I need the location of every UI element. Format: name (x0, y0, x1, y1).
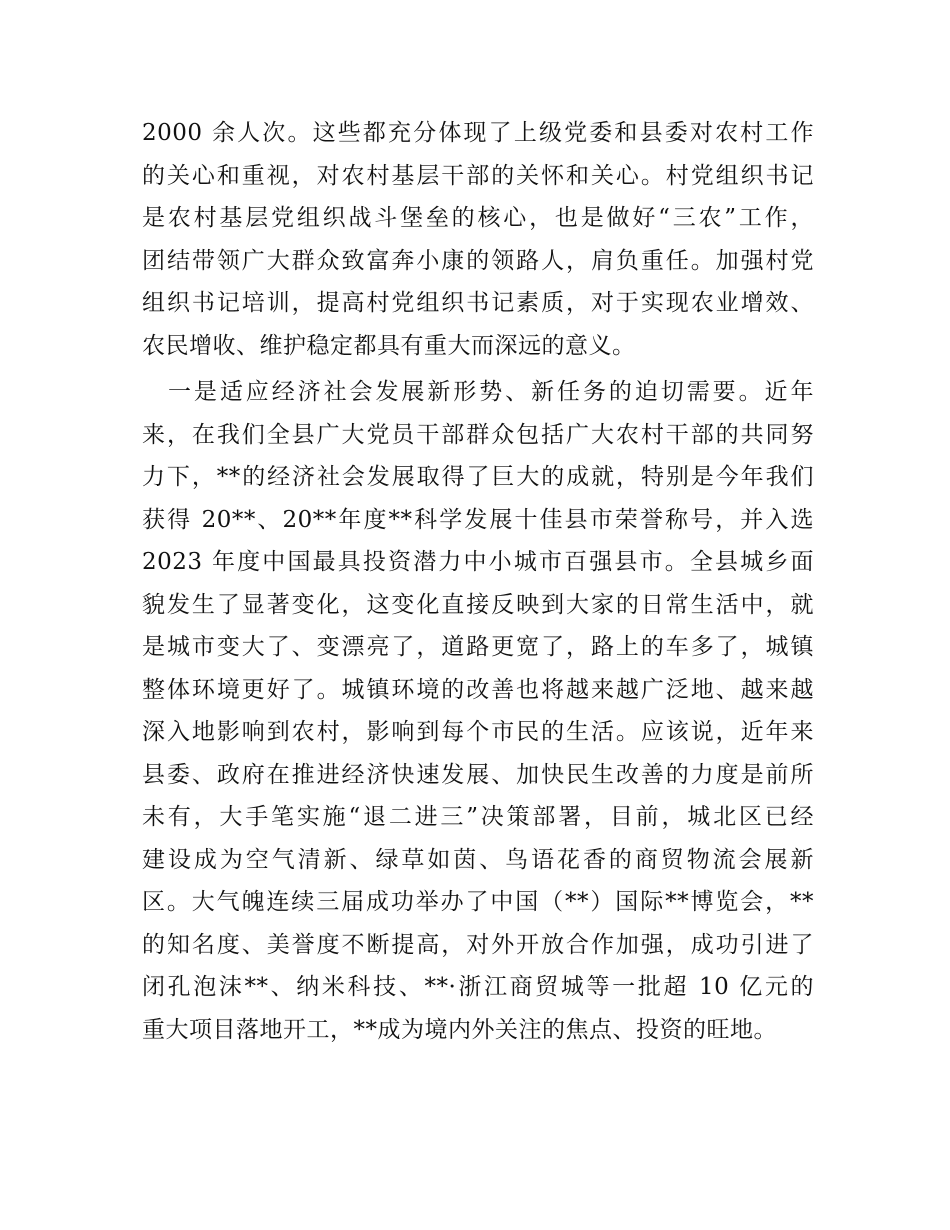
text-line: 区。大气魄连续三届成功举办了中国（**）国际**博览会，** (142, 889, 814, 915)
text-line: 2023 年度中国最具投资潜力中小城市百强县市。全县城乡面 (142, 549, 814, 575)
text-line: 团结带领广大群众致富奔小康的领路人，肩负重任。加强村党 (142, 247, 814, 274)
text-line: 的知名度、美誉度不断提高，对外开放合作加强，成功引进了 (142, 931, 814, 958)
text-line: 重大项目落地开工，**成为境内外关注的焦点、投资的旺地。 (142, 1016, 777, 1043)
text-line: 一是适应经济社会发展新形势、新任务的迫切需要。近年 (142, 379, 814, 405)
text-line: 组织书记培训，提高村党组织书记素质，对于实现农业增效、 (142, 290, 814, 316)
text-line: 建设成为空气清新、绿草如茵、鸟语花香的商贸物流会展新 (142, 846, 814, 873)
paragraph-2 (142, 371, 814, 1051)
text-line: 深入地影响到农村，影响到每个市民的生活。应该说，近年来 (142, 719, 814, 745)
text-line: 2000 余人次。这些都充分体现了上级党委和县委对农村工作 (142, 120, 814, 146)
text-line: 闭孔泡沫**、纳米科技、**·浙江商贸城等一批超 10 亿元的 (142, 974, 814, 1000)
text-line: 县委、政府在推进经济快速发展、加快民生改善的力度是前所 (142, 761, 814, 788)
paragraph-1 (142, 112, 814, 367)
document-body (142, 112, 814, 1051)
text-line: 农民增收、维护稳定都具有重大而深远的意义。 (142, 332, 636, 359)
text-line: 未有，大手笔实施“退二进三”决策部署，目前，城北区已经 (142, 804, 814, 830)
text-line: 的关心和重视，对农村基层干部的关怀和关心。村党组织书记 (142, 162, 814, 189)
text-line: 是农村基层党组织战斗堡垒的核心，也是做好“三农”工作， (142, 205, 814, 231)
text-line: 是城市变大了、变漂亮了，道路更宽了，路上的车多了，城镇 (142, 634, 814, 660)
text-line: 力下，**的经济社会发展取得了巨大的成就，特别是今年我们 (142, 464, 814, 490)
text-line: 貌发生了显著变化，这变化直接反映到大家的日常生活中，就 (142, 591, 814, 618)
text-line: 来，在我们全县广大党员干部群众包括广大农村干部的共同努 (142, 421, 814, 448)
text-line: 整体环境更好了。城镇环境的改善也将越来越广泛地、越来越 (142, 676, 814, 703)
text-line: 获得 20**、20**年度**科学发展十佳县市荣誉称号，并入选 (142, 506, 814, 533)
